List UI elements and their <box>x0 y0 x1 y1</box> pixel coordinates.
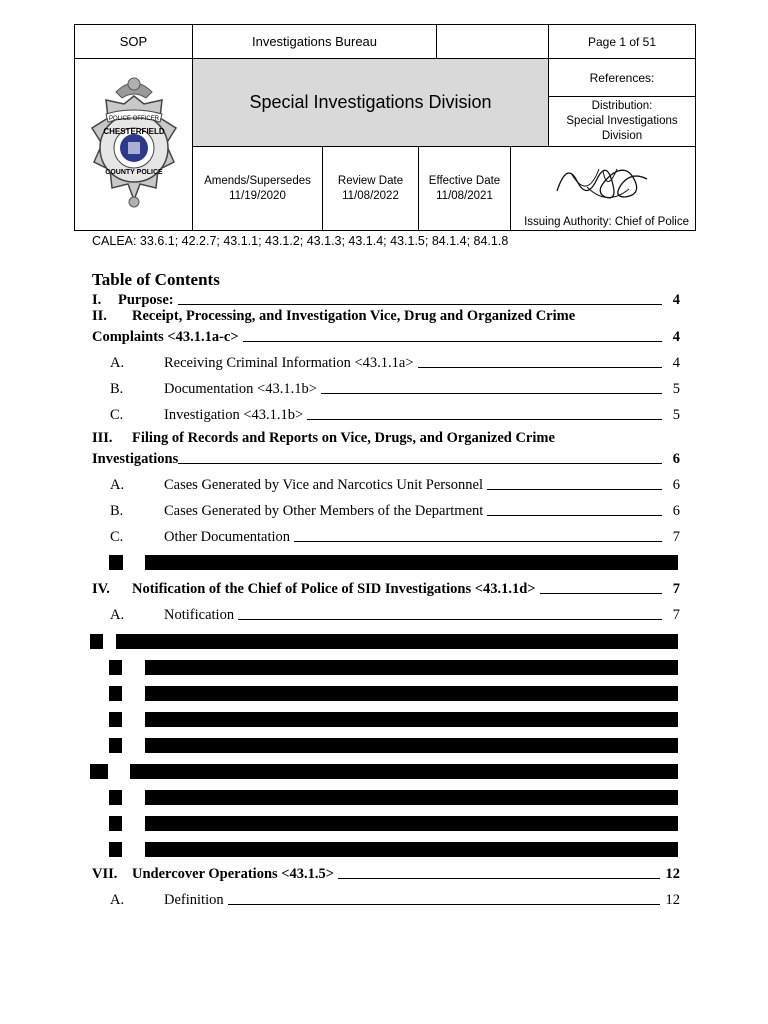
division-title: Special Investigations Division <box>193 59 549 147</box>
toc-text: Other Documentation <box>164 529 291 545</box>
redaction-bar <box>145 790 678 805</box>
toc-page: 7 <box>672 529 680 545</box>
sop-header-table <box>74 24 696 231</box>
redaction-bar <box>109 555 123 570</box>
signature-icon <box>547 151 657 211</box>
toc-text: Notification <box>164 607 235 623</box>
leader-line <box>178 304 662 305</box>
toc-num: A. <box>110 892 125 908</box>
sop-label: SOP <box>75 25 193 59</box>
toc-num: VII. <box>92 866 118 882</box>
effective-date: 11/08/2021 <box>436 189 493 202</box>
toc-text: Complaints <43.1.1a-c> <box>92 329 239 345</box>
toc-entry-purpose[interactable] <box>92 289 680 309</box>
redaction-bar <box>145 842 678 857</box>
police-badge-seal <box>75 59 193 230</box>
redaction-bar <box>145 816 678 831</box>
toc-text: Notification of the Chief of Police of SID Investigations <43.1.1d> <box>132 581 536 597</box>
redaction-bar <box>109 660 122 675</box>
redaction-bar <box>109 816 122 831</box>
redaction-bar <box>145 555 678 570</box>
toc-num: A. <box>110 477 125 493</box>
toc-entry-filing[interactable] <box>92 448 680 468</box>
distribution-line-1: Special Investigations <box>566 115 678 127</box>
leader-line <box>294 541 662 542</box>
leader-line <box>487 489 662 490</box>
leader-line <box>228 904 660 905</box>
toc-page: 4 <box>672 292 680 308</box>
badge-arc-top: CHESTERFIELD <box>102 126 165 136</box>
toc-text: Documentation <43.1.1b> <box>164 381 317 397</box>
page-number: Page 1 of 51 <box>549 25 695 59</box>
toc-entry-receipt[interactable] <box>92 326 680 346</box>
toc-entry-receiving-criminal-info[interactable] <box>92 352 680 372</box>
toc-entry-receipt-line1[interactable] <box>92 308 575 325</box>
toc-entry-notification-chief[interactable] <box>92 578 680 598</box>
toc-num: I. <box>92 292 102 308</box>
amends-date: 11/19/2020 <box>229 189 286 202</box>
redaction-bar <box>145 712 678 727</box>
effective-label: Effective Date <box>428 174 501 187</box>
redaction-bar <box>109 712 122 727</box>
toc-text: Cases Generated by Vice and Narcotics Unit Personnel <box>164 477 483 493</box>
review-cell <box>323 147 419 230</box>
leader-line <box>418 367 662 368</box>
toc-num: A. <box>110 355 125 371</box>
redaction-bar <box>145 686 678 701</box>
toc-entry-cases-vice[interactable] <box>92 474 680 494</box>
leader-line <box>178 463 662 464</box>
distribution-line-2: Division <box>601 130 643 142</box>
amends-label: Amends/Supersedes <box>204 174 311 187</box>
toc-entry-definition[interactable] <box>92 889 680 909</box>
toc-num: C. <box>110 529 124 545</box>
toc-page: 6 <box>672 503 680 519</box>
toc-text: Investigations <box>92 451 179 467</box>
toc-page: 7 <box>672 581 680 597</box>
toc-num: III. <box>92 430 113 446</box>
redaction-bar <box>145 660 678 675</box>
toc-page: 12 <box>665 892 680 908</box>
toc-page: 7 <box>672 607 680 623</box>
leader-line <box>307 419 662 420</box>
redaction-bar <box>109 686 122 701</box>
references-label: References: <box>549 59 695 97</box>
toc-text: Receipt, Processing, and Investigation Vice, Drug and Organized Crime <box>132 308 576 324</box>
toc-entry-other-documentation[interactable] <box>92 526 680 546</box>
toc-title: Table of Contents <box>92 270 220 289</box>
toc-page: 4 <box>672 329 680 345</box>
toc-entry-undercover-operations[interactable] <box>92 863 680 883</box>
toc-text: Definition <box>164 892 224 908</box>
badge-icon <box>86 70 182 220</box>
issuing-authority-cell <box>511 147 695 230</box>
effective-cell <box>419 147 511 230</box>
redaction-bar <box>145 738 678 753</box>
toc-text: Receiving Criminal Information <43.1.1a> <box>164 355 414 371</box>
distribution-cell <box>549 97 695 147</box>
toc-text: Undercover Operations <43.1.5> <box>132 866 335 882</box>
leader-line <box>487 515 662 516</box>
leader-line <box>338 878 659 879</box>
amends-cell <box>193 147 323 230</box>
toc-text: Investigation <43.1.1b> <box>164 407 304 423</box>
toc-num: B. <box>110 503 124 519</box>
toc-page: 6 <box>672 451 680 467</box>
toc-num: II. <box>92 308 107 324</box>
redaction-bar <box>109 790 122 805</box>
redaction-bar <box>130 764 678 779</box>
leader-line <box>321 393 662 394</box>
toc-num: A. <box>110 607 125 623</box>
toc-entry-filing-line1[interactable] <box>92 430 555 447</box>
redaction-bar <box>90 764 108 779</box>
issuing-authority: Issuing Authority: Chief of Police <box>524 216 689 228</box>
leader-line <box>238 619 662 620</box>
toc-text: Purpose: <box>118 292 174 308</box>
blank-cell <box>437 25 549 59</box>
redaction-bar <box>109 738 122 753</box>
leader-line <box>243 341 662 342</box>
toc-entry-investigation[interactable] <box>92 404 680 424</box>
redaction-bar <box>109 842 122 857</box>
badge-arc-bottom: COUNTY POLICE <box>104 168 163 176</box>
toc-num: C. <box>110 407 124 423</box>
toc-page: 4 <box>672 355 680 371</box>
badge-top-text: POLICE OFFICER <box>108 115 159 122</box>
toc-page: 6 <box>672 477 680 493</box>
leader-line <box>540 593 662 594</box>
distribution-label: Distribution: <box>591 100 653 112</box>
redaction-bar <box>90 634 103 649</box>
redaction-bar <box>116 634 678 649</box>
toc-page: 5 <box>672 381 680 397</box>
toc-num: IV. <box>92 581 110 597</box>
toc-page: 12 <box>665 866 680 882</box>
toc-page: 5 <box>672 407 680 423</box>
review-date: 11/08/2022 <box>342 189 399 202</box>
toc-entry-notification[interactable] <box>92 604 680 624</box>
toc-num: B. <box>110 381 124 397</box>
toc-entry-cases-other[interactable] <box>92 500 680 520</box>
review-label: Review Date <box>337 174 404 187</box>
toc-entry-documentation[interactable] <box>92 378 680 398</box>
bureau-name: Investigations Bureau <box>193 25 437 59</box>
toc-text: Cases Generated by Other Members of the Department <box>164 503 484 519</box>
toc-text: Filing of Records and Reports on Vice, Drugs, and Organized Crime <box>132 430 555 446</box>
calea-standards: CALEA: 33.6.1; 42.2.7; 43.1.1; 43.1.2; 43.1.3; 43.1.4; 43.1.5; 84.1.4; 84.1.8 <box>92 234 509 248</box>
